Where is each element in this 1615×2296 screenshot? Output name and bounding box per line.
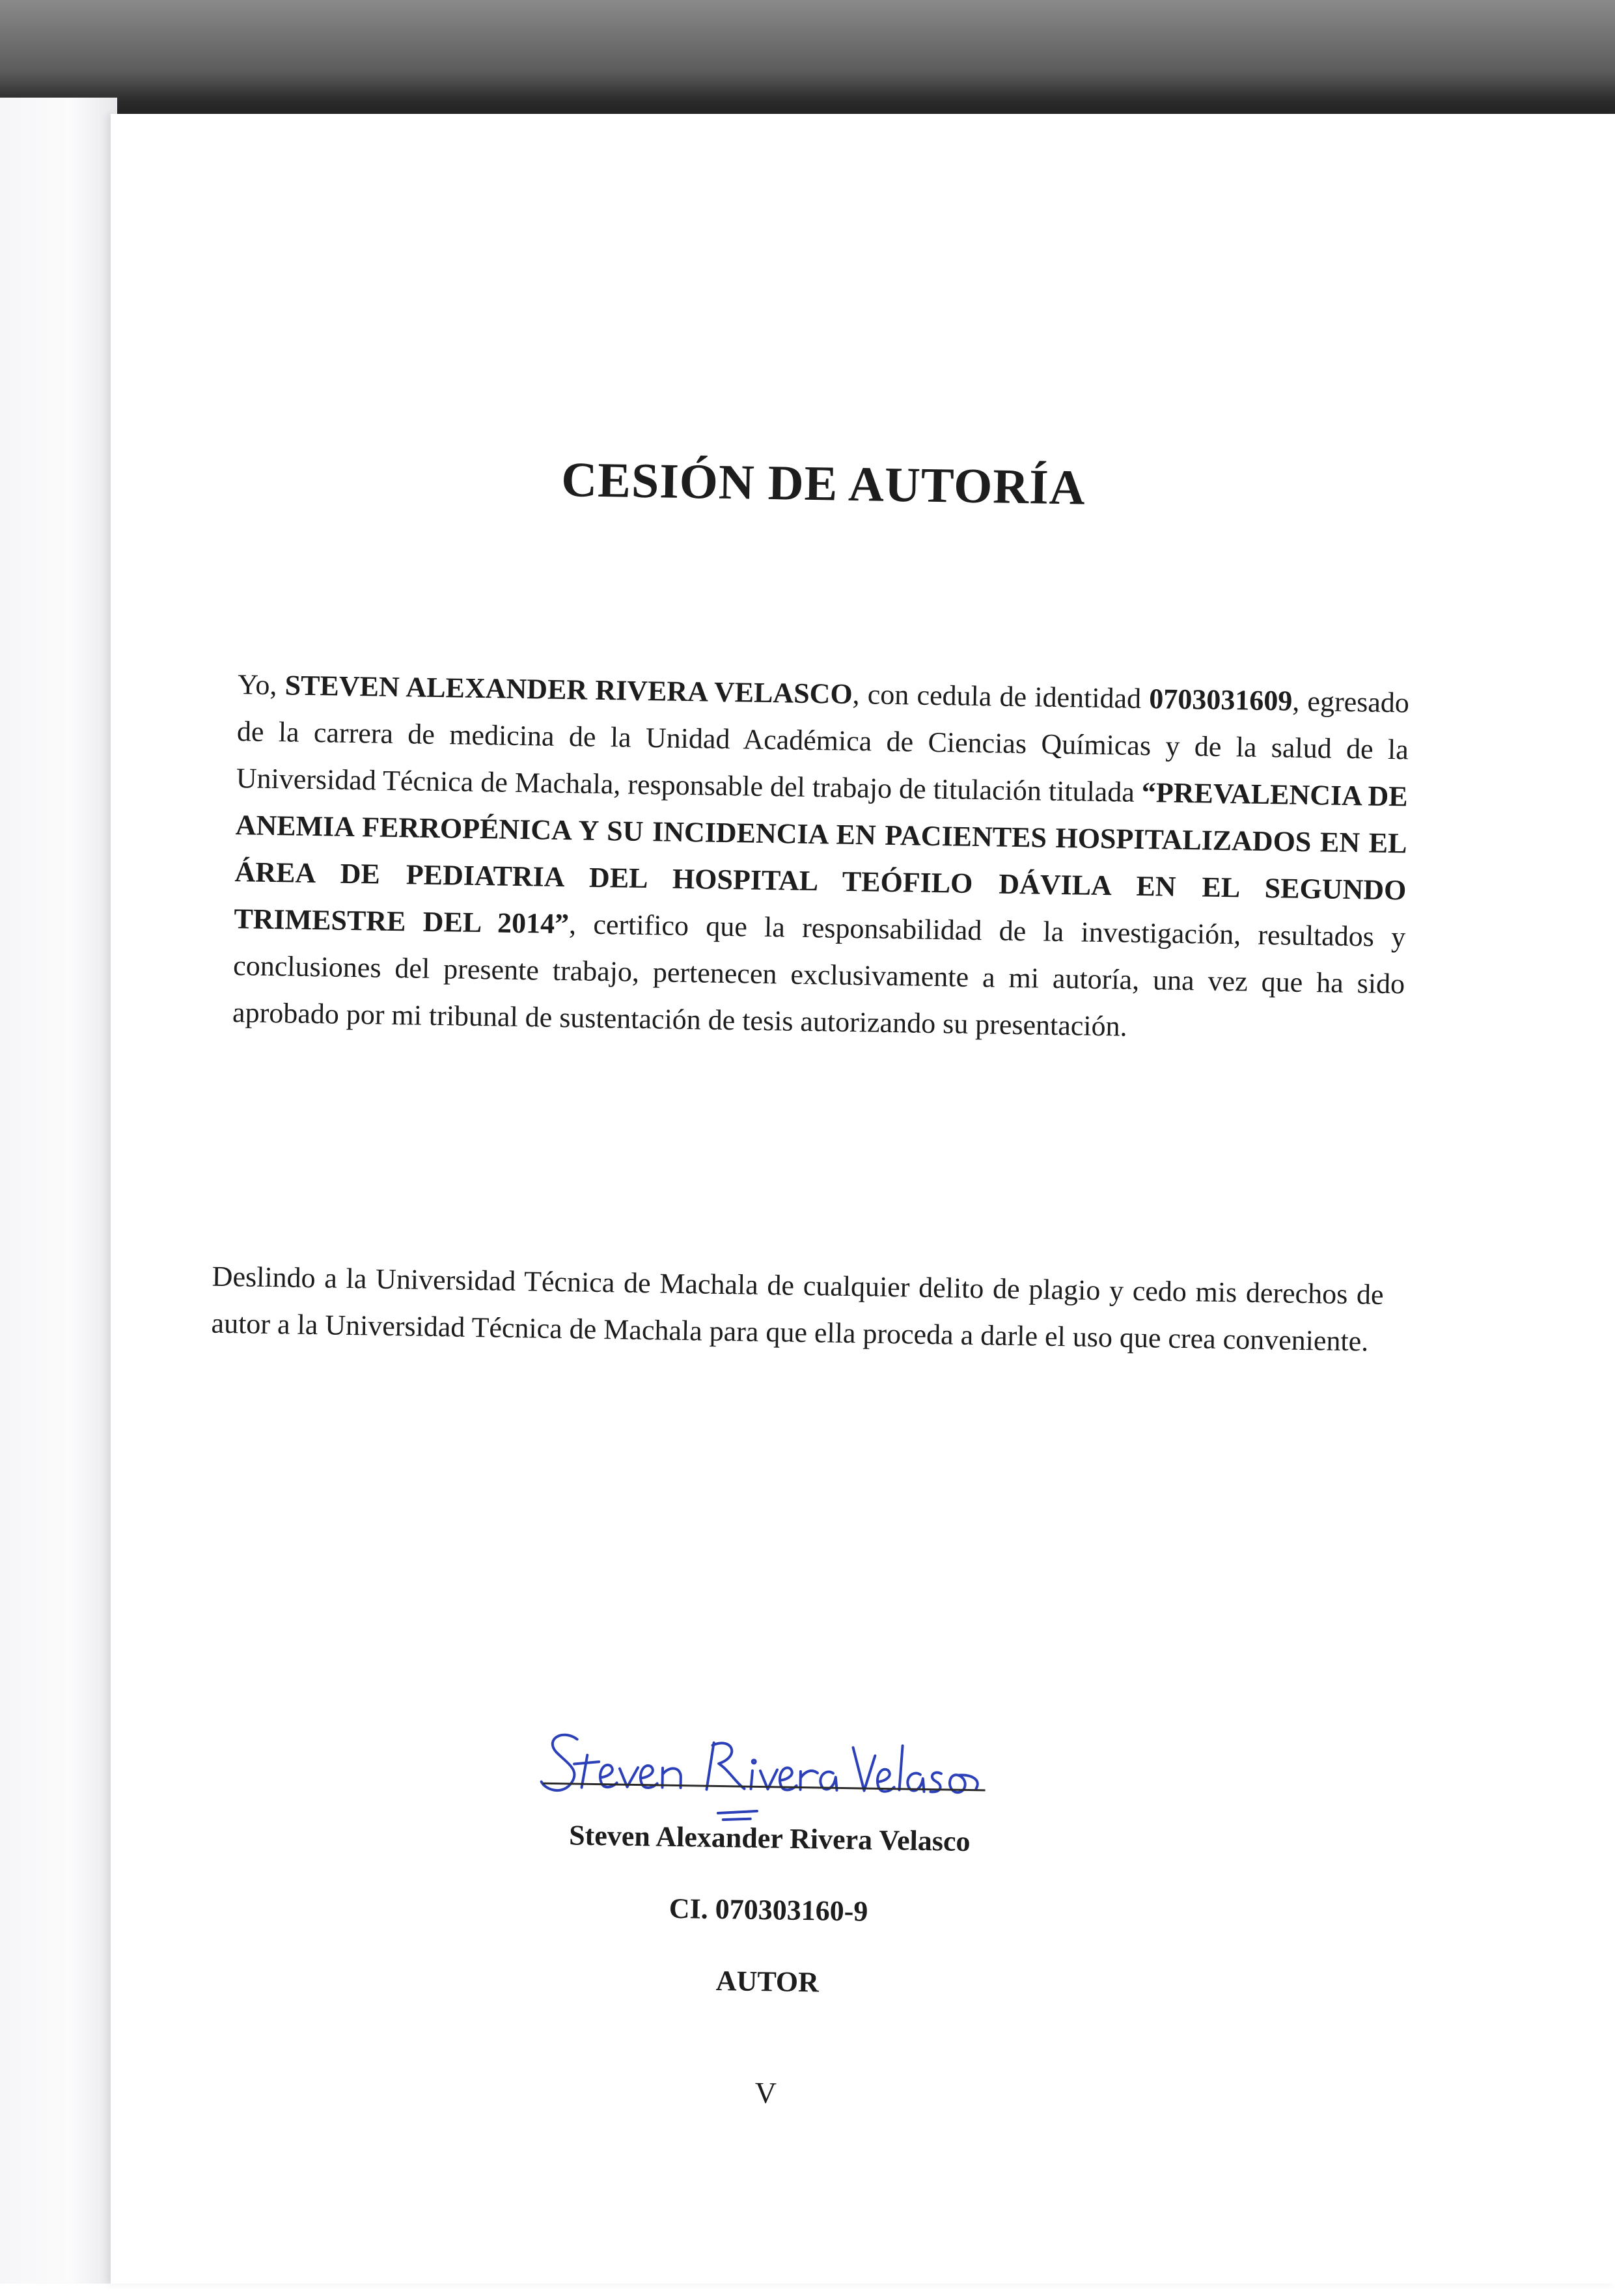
page-number: V — [754, 2075, 777, 2110]
author-name-upper: STEVEN ALEXANDER RIVERA VELASCO — [284, 669, 853, 711]
author-id: CI. 070303160-9 — [669, 1892, 868, 1928]
after-author-text: , con cedula de identidad — [852, 678, 1150, 715]
after-id-text: , egresado de la carrera de medicina de la Unidad Académica de Ciencias Químicas y de la salud de la Universidad Técnica de Machala, responsable del trabajo de titulación titulada — [236, 685, 1410, 809]
handwritten-signature — [536, 1714, 993, 1832]
author-role: AUTOR — [715, 1964, 820, 1999]
author-name: Steven Alexander Rivera Velasco — [568, 1819, 971, 1858]
id-number: 0703031609 — [1148, 683, 1293, 717]
authorship-paragraph — [232, 661, 1410, 1054]
thesis-title: “PREVALENCIA DE ANEMIA FERROPÉNICA Y SU INCIDENCIA EN PACIENTES HOSPITALIZADOS EN EL ÁREA DE PEDIATRIA DEL HOSPITAL TEÓFILO DÁVILA EN EL SEGUNDO TRIMESTRE DEL 2014” — [234, 776, 1408, 940]
closing-text: , certifico que la responsabilidad de la investigación, resultados y conclusiones del presente trabajo, pertenecen exclusivamente a mi autoría, una vez que ha sido aprobado por mi tribunal de sustentación de tesis autorizando su presentación. — [232, 908, 1406, 1043]
intro-text: Yo, — [237, 668, 286, 702]
rights-transfer-paragraph: Deslindo a la Universidad Técnica de Machala de cualquier delito de plagio y cedo mis derechos de autor a la Universidad Técnica de Machala para que ella proceda a darle el uso que crea conveniente. — [211, 1260, 1384, 1358]
page-title: CESIÓN DE AUTORÍA — [560, 452, 1086, 515]
